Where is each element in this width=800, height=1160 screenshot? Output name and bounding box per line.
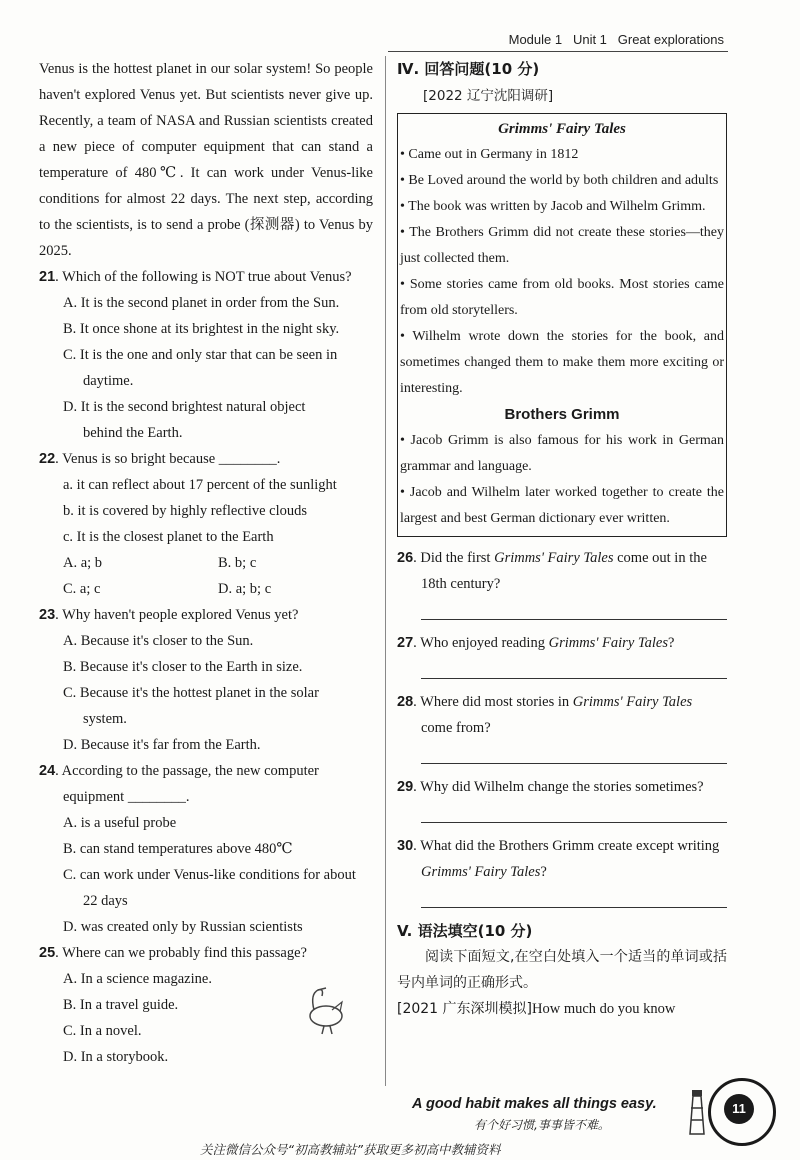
left-column [39,56,373,1070]
question-24-cont: equipment ________. [63,789,190,805]
option-24b[interactable]: B. can stand temperatures above 480℃ [63,841,293,857]
footer-motto: A good habit makes all things easy. [412,1096,657,1112]
option-23c-cont: system. [83,711,127,727]
question-30: 30. What did the Brothers Grimm create except writing Grimms' Fairy Tales? [397,838,720,880]
box-item: • Jacob and Wilhelm later worked together to create the largest and best German dictionary ever written. [400,485,724,526]
unit-title: Great explorations [617,32,724,47]
section-4-header [397,56,727,109]
option-25b[interactable]: B. In a travel guide. [63,997,179,1013]
question-23: 23. Why haven't people explored Venus yet? [39,607,299,623]
unit-label: Unit 1 [572,32,607,47]
option-21b[interactable]: B. It once shone at its brightest in the night sky. [63,321,340,337]
question-21: 21. Which of the following is NOT true about Venus? [39,269,352,285]
column-divider [385,56,386,1086]
section-5-start [397,996,727,1022]
option-25a[interactable]: A. In a science magazine. [63,971,212,987]
option-23d[interactable]: D. Because it's far from the Earth. [63,737,261,753]
module-label: Module 1 [508,32,563,47]
option-24c-cont: 22 days [83,893,128,909]
question-27: 27. Who enjoyed reading Grimms' Fairy Tales? [397,635,675,651]
right-column [397,56,727,1022]
option-24a[interactable]: A. is a useful probe [63,815,177,831]
option-23a[interactable]: A. Because it's closer to the Sun. [63,633,254,649]
question-24: 24. According to the passage, the new computer [39,763,319,779]
box-item: • Be Loved around the world by both children and adults [400,173,719,188]
option-24d[interactable]: D. was created only by Russian scientists [63,919,303,935]
answer-line-27[interactable] [421,670,727,679]
answer-line-30[interactable] [421,899,727,908]
footer-motto-cn: 有个好习惯,事事皆不难。 [474,1118,610,1132]
options-22-row1 [39,550,373,576]
option-23b[interactable]: B. Because it's closer to the Earth in size. [63,659,303,675]
box-item: • Some stories came from old books. Most stories came from old storytellers. [400,277,724,318]
passage-paragraph: Venus is the hottest planet in our solar system! So people haven't explored Venus yet. But scientists never give up. Recently, a team of NASA and Russian scientists created a new piece of computer equipment that can stand a temperature of 480℃. It can work under Venus-like conditions for almost 22 days. The next step, according to the scientists, is to send a probe (探测器) to Venus by 2025. [39,61,373,259]
option-22c[interactable]: C. a; c [63,581,101,597]
option-21c-cont: daytime. [83,373,134,389]
option-25c[interactable]: C. In a novel. [63,1023,142,1039]
section-5-instructions: 阅读下面短文,在空白处填入一个适当的单词或括号内单词的正确形式。 [397,949,727,991]
section-4-title: Ⅳ. 回答问题(10 分) [397,60,540,78]
section-5-title: V. 语法填空(10 分) [397,922,533,940]
option-23c[interactable]: C. Because it's the hottest planet in the solar [63,685,319,701]
goose-illustration-icon [296,980,352,1036]
header-rule [388,51,728,52]
box-item: • Jacob Grimm is also famous for his work in German grammar and language. [400,433,724,474]
options-22-row2 [39,576,373,602]
box-item: • The book was written by Jacob and Wilhelm Grimm. [400,199,706,214]
question-25: 25. Where can we probably find this passage? [39,945,307,961]
box-item: • Came out in Germany in 1812 [400,147,579,162]
info-box [397,113,727,537]
option-21a[interactable]: A. It is the second planet in order from the Sun. [63,295,340,311]
page-number: 11 [724,1094,754,1124]
option-21c[interactable]: C. It is the one and only star that can be seen in [63,347,338,363]
box-title-brothers: Brothers Grimm [504,406,620,423]
box-title-fairy-tales: Grimms' Fairy Tales [498,121,626,137]
answer-line-26[interactable] [421,611,727,620]
answer-line-28[interactable] [421,755,727,764]
section-5-passage-start: How much do you know [532,1001,676,1017]
option-24c[interactable]: C. can work under Venus-like conditions for about [63,867,356,883]
box-item: • Wilhelm wrote down the stories for the book, and sometimes changed them to make them more exciting or interesting. [400,329,724,396]
option-22a[interactable]: A. a; b [63,555,103,571]
question-28: 28. Where did most stories in Grimms' Fairy Tales come from? [397,694,693,736]
option-25d[interactable]: D. In a storybook. [63,1049,169,1065]
page-header [509,32,724,47]
option-21d-cont: behind the Earth. [83,425,183,441]
section-5-source: [2021 广东深圳模拟] [397,1001,533,1017]
statement-22a: a. it can reflect about 17 percent of the sunlight [63,477,337,493]
answer-line-29[interactable] [421,814,727,823]
option-22d[interactable]: D. a; b; c [218,581,272,597]
question-26: 26. Did the first Grimms' Fairy Tales come out in the 18th century? [397,550,707,592]
option-21d[interactable]: D. It is the second brightest natural object [63,399,306,415]
question-29: 29. Why did Wilhelm change the stories sometimes? [397,779,704,795]
statement-22b: b. it is covered by highly reflective clouds [63,503,308,519]
section-4-source: [2022 辽宁沈阳调研] [423,88,554,104]
statement-22c: c. It is the closest planet to the Earth [63,529,274,545]
lighthouse-icon [686,1086,708,1136]
bottom-note: 关注微信公众号“初高教辅站”获取更多初高中教辅资料 [200,1142,501,1157]
box-item: • The Brothers Grimm did not create these stories—they just collected them. [400,225,724,266]
option-22b[interactable]: B. b; c [218,555,257,571]
question-22: 22. Venus is so bright because ________. [39,451,281,467]
